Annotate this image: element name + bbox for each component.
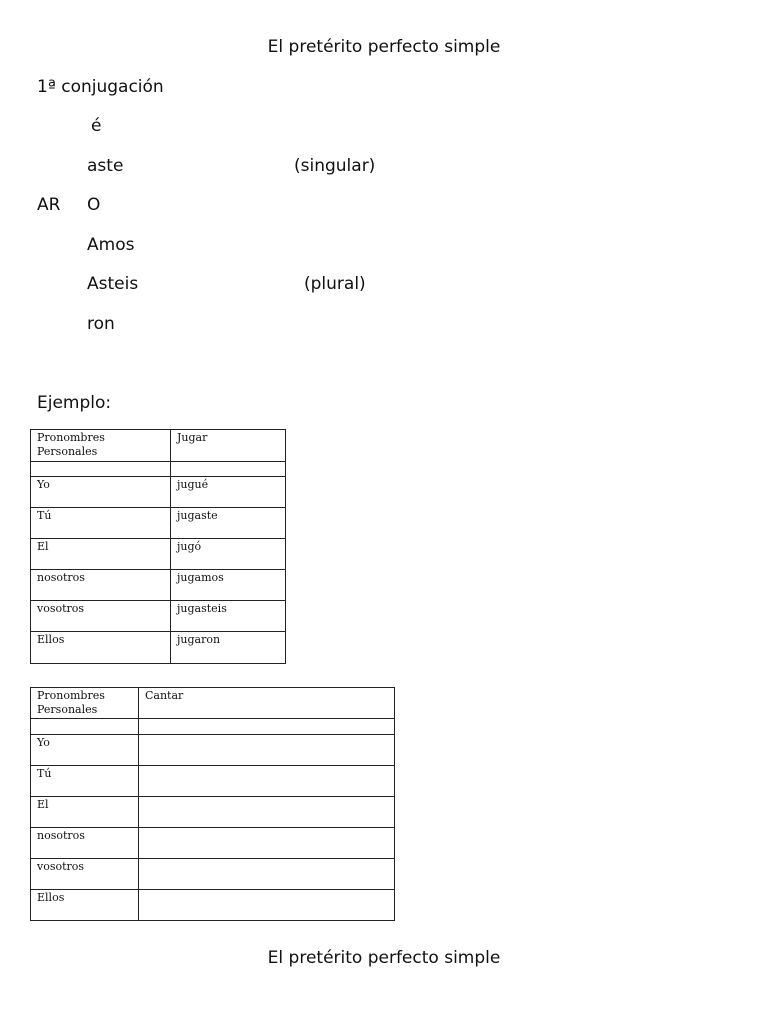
- header-cell-verb: Cantar: [139, 688, 395, 719]
- pronoun-cell: Yo: [31, 477, 171, 508]
- form-cell: [139, 735, 395, 766]
- ending-first-plural: Amos: [87, 235, 135, 255]
- conjugation-table-cantar: [30, 687, 395, 921]
- table-row: [31, 477, 286, 508]
- table-header-row: [31, 430, 286, 462]
- verb-class-label: AR: [37, 195, 61, 215]
- table-row: [31, 462, 286, 477]
- table-row: [31, 828, 395, 859]
- form-cell: jugamos: [171, 570, 286, 601]
- table-row: [31, 570, 286, 601]
- pronoun-cell: nosotros: [31, 828, 139, 859]
- form-cell: [171, 462, 286, 477]
- pronoun-cell: nosotros: [31, 570, 171, 601]
- table-row: [31, 719, 395, 735]
- conjugation-heading: 1ª conjugación: [37, 77, 164, 97]
- header-cell-pronouns: Pronombres Personales: [31, 688, 139, 719]
- form-cell: jugaron: [171, 632, 286, 664]
- table-header-row: [31, 688, 395, 719]
- table-row: [31, 797, 395, 828]
- table-row: [31, 890, 395, 921]
- table-row: [31, 632, 286, 664]
- form-cell: jugó: [171, 539, 286, 570]
- example-label: Ejemplo:: [37, 393, 112, 413]
- form-cell: [139, 859, 395, 890]
- pronoun-cell: El: [31, 539, 171, 570]
- table-row: [31, 508, 286, 539]
- table-row: [31, 601, 286, 632]
- singular-label: (singular): [294, 156, 376, 176]
- form-cell: [139, 719, 395, 735]
- form-cell: jugasteis: [171, 601, 286, 632]
- pronoun-cell: Tú: [31, 766, 139, 797]
- ending-third-plural: ron: [87, 314, 115, 334]
- pronoun-cell: El: [31, 797, 139, 828]
- ending-second-plural: Asteis: [87, 274, 139, 294]
- form-cell: [139, 828, 395, 859]
- table-row: [31, 859, 395, 890]
- pronoun-cell: [31, 719, 139, 735]
- form-cell: [139, 890, 395, 921]
- header-cell-pronouns: Pronombres Personales: [31, 430, 171, 462]
- pronoun-cell: Tú: [31, 508, 171, 539]
- pronoun-cell: Ellos: [31, 890, 139, 921]
- pronoun-cell: Ellos: [31, 632, 171, 664]
- page-title: El pretérito perfecto simple: [267, 37, 501, 57]
- pronoun-cell: vosotros: [31, 601, 171, 632]
- ending-first-singular: é: [91, 116, 102, 136]
- pronoun-cell: [31, 462, 171, 477]
- form-cell: [139, 797, 395, 828]
- plural-label: (plural): [304, 274, 366, 294]
- pronoun-cell: Yo: [31, 735, 139, 766]
- page-title-bottom: El pretérito perfecto simple: [267, 948, 501, 968]
- table-row: [31, 735, 395, 766]
- pronoun-cell: vosotros: [31, 859, 139, 890]
- table-row: [31, 766, 395, 797]
- ending-third-singular: O: [87, 195, 101, 215]
- table-row: [31, 539, 286, 570]
- form-cell: [139, 766, 395, 797]
- conjugation-table-jugar: [30, 429, 286, 664]
- form-cell: jugué: [171, 477, 286, 508]
- header-cell-verb: Jugar: [171, 430, 286, 462]
- ending-second-singular: aste: [87, 156, 124, 176]
- form-cell: jugaste: [171, 508, 286, 539]
